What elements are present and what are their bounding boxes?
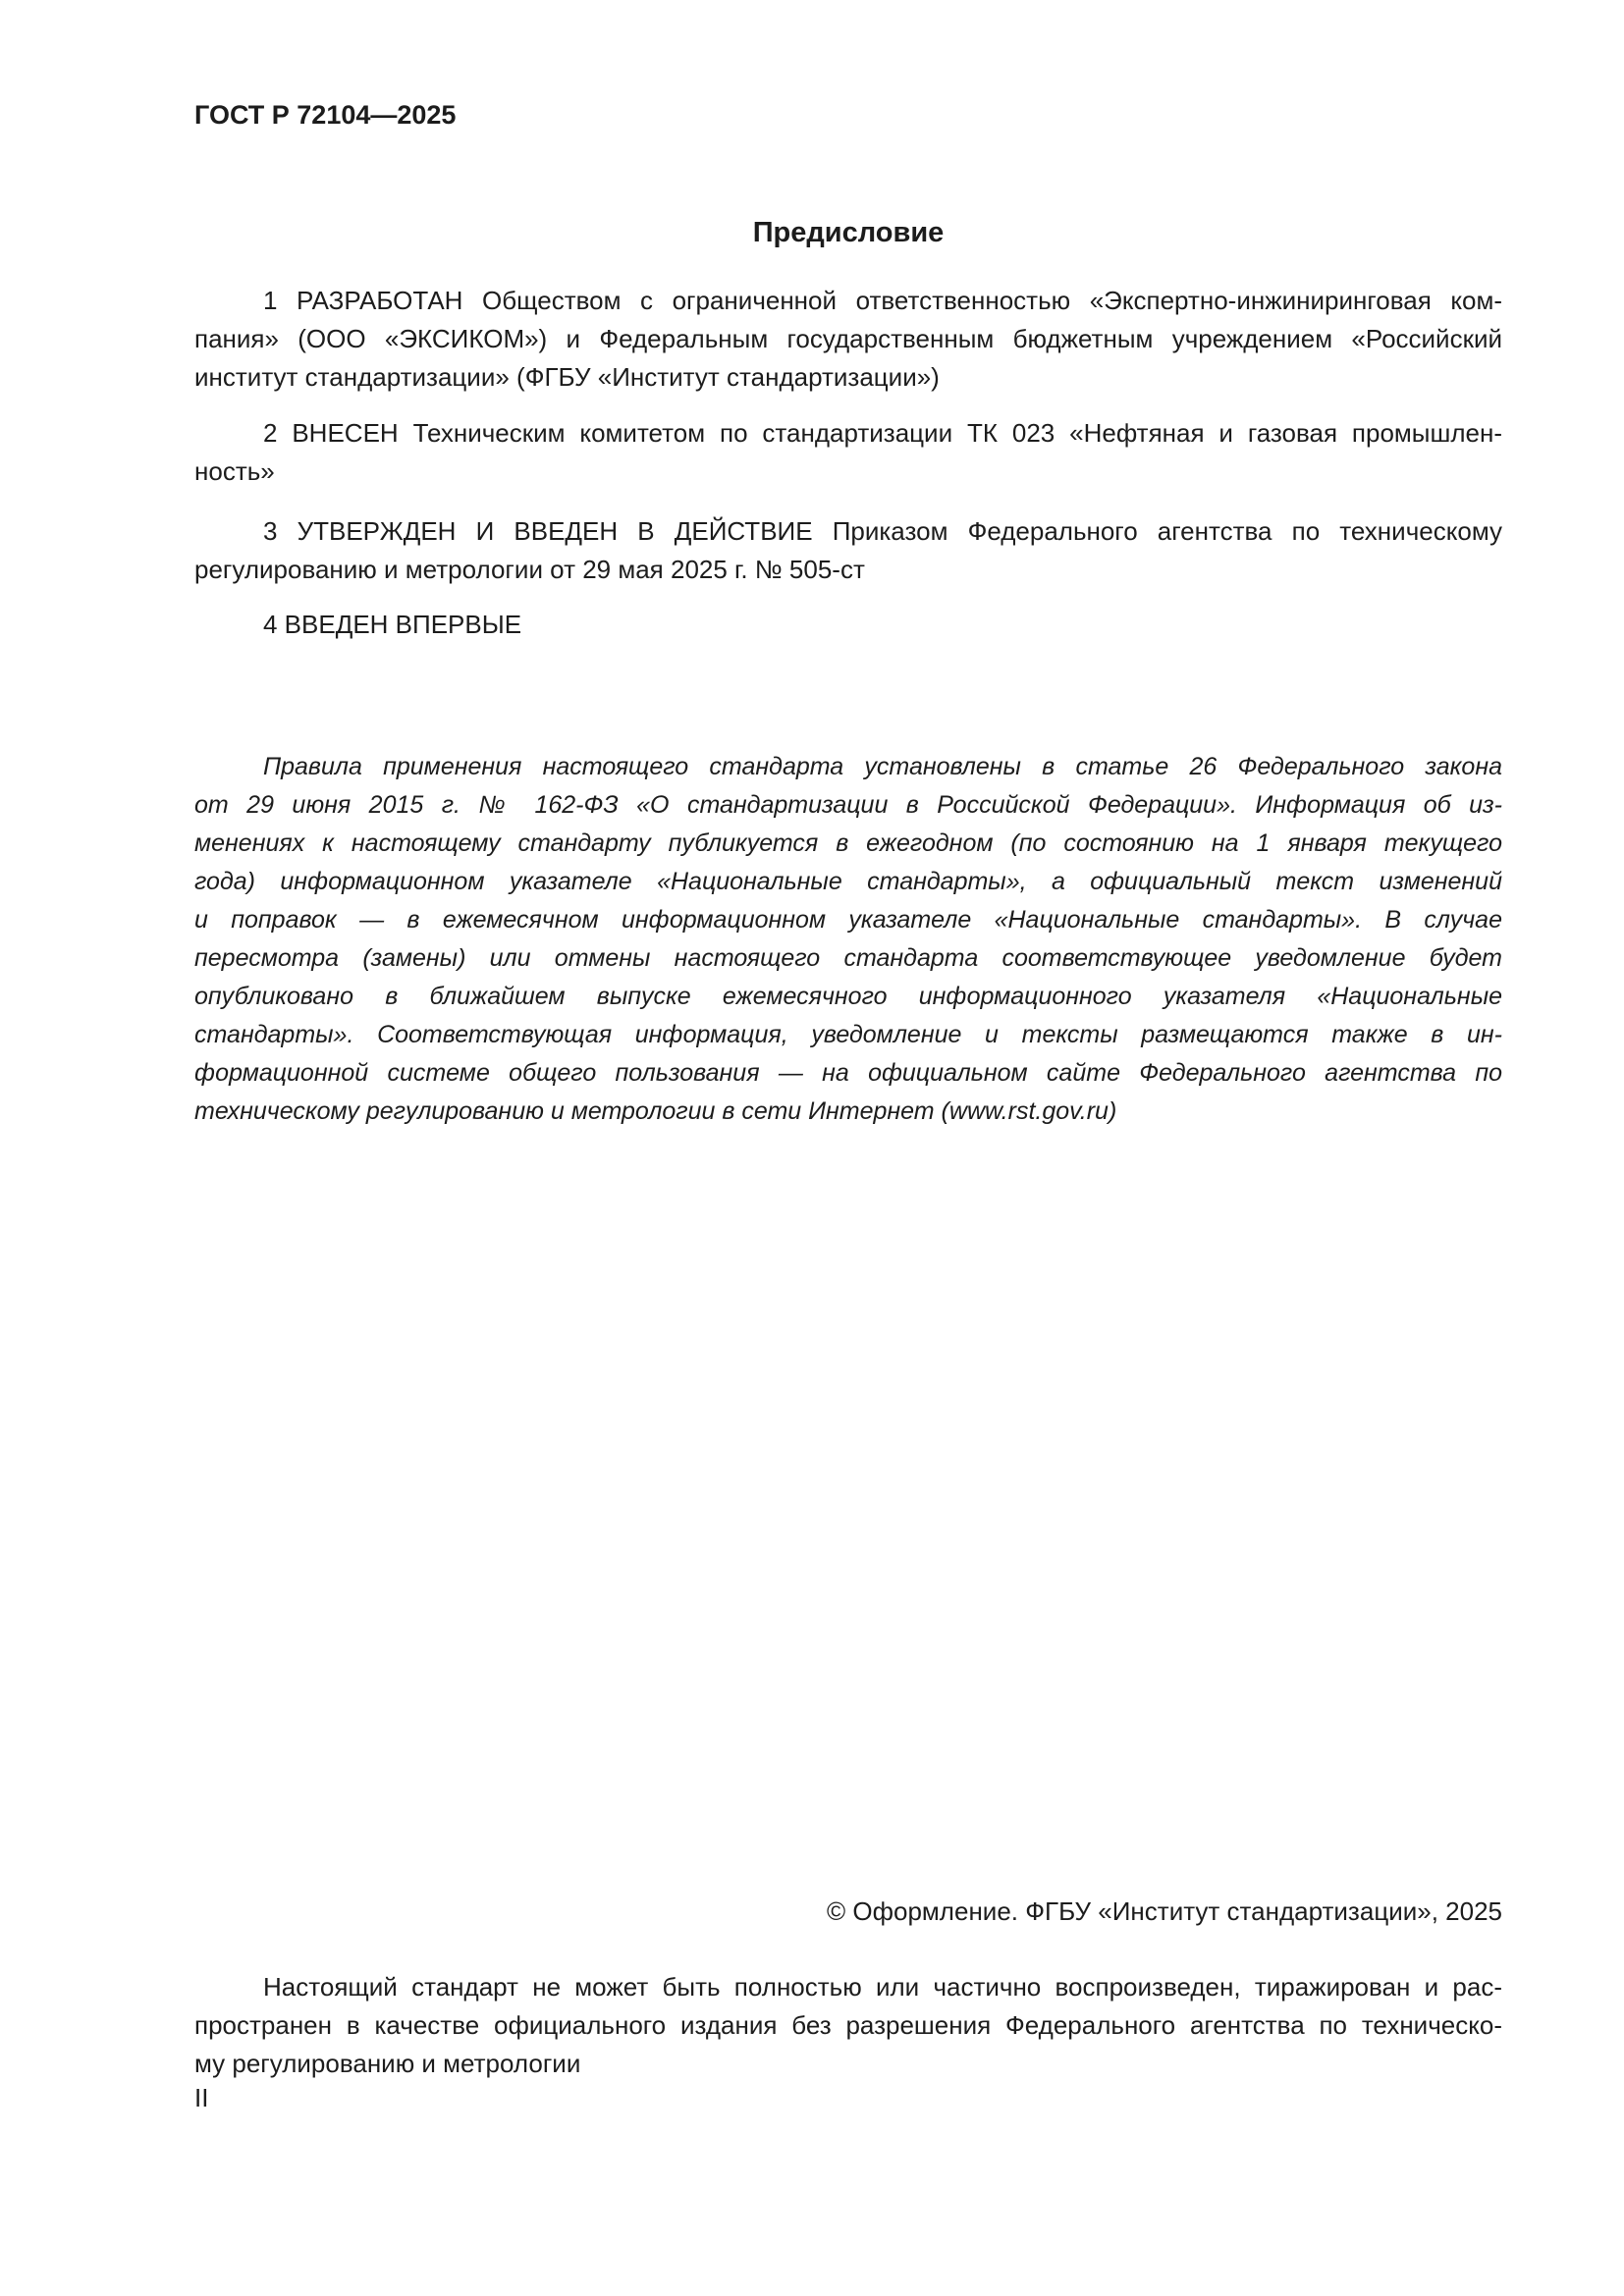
- text-line: 2 ВНЕСЕН Техническим комитетом по стандартизации ТК 023 «Нефтяная и газовая промышлен-: [263, 418, 1502, 448]
- text-line: пания» (ООО «ЭКСИКОМ») и Федеральным государственным бюджетным учреждением «Российский: [194, 324, 1502, 353]
- text-line: 1 РАЗРАБОТАН Обществом с ограниченной ответственностью «Экспертно-инжиниринговая ком-: [263, 286, 1502, 315]
- text-line: му регулированию и метрологии: [194, 2049, 581, 2078]
- text-line: 4 ВВЕДЕН ВПЕРВЫЕ: [263, 610, 522, 639]
- text-line: опубликовано в ближайшем выпуске ежемесячного информационного указателя «Национальные: [194, 983, 1502, 1010]
- text-line: года) информационном указателе «Национальные стандарты», а официальный текст изменений: [194, 868, 1502, 895]
- text-line: формационной системе общего пользования — на официальном сайте Федерального агентства по: [194, 1059, 1502, 1087]
- text-line: пространен в качестве официального издания без разрешения Федерального агентства по техническо-: [194, 2010, 1502, 2040]
- text-line: Правила применения настоящего стандарта установлены в статье 26 Федерального закона: [263, 753, 1502, 780]
- text-line: менениях к настоящему стандарту публикуется в ежегодном (по состоянию на 1 января текущего: [194, 829, 1502, 857]
- text-line: стандарты». Соответствующая информация, уведомление и тексты размещаются также в ин-: [194, 1021, 1502, 1048]
- application-rules-note: [194, 748, 1502, 1131]
- document-code: ГОСТ Р 72104—2025: [194, 100, 457, 130]
- text-line: ность»: [194, 456, 275, 486]
- text-line: от 29 июня 2015 г. № 162-ФЗ «О стандартизации в Российской Федерации». Информация об из-: [194, 791, 1502, 819]
- page-title: Предисловие: [752, 217, 945, 248]
- text-line: 3 УТВЕРЖДЕН И ВВЕДЕН В ДЕЙСТВИЕ Приказом Федерального агентства по техническому: [263, 516, 1502, 546]
- page-number: II: [194, 2083, 209, 2112]
- foreword-item-first-edition: [194, 606, 1502, 644]
- text-line: институт стандартизации» (ФГБУ «Институт стандартизации»): [194, 362, 940, 392]
- foreword-item-submitted: [194, 414, 1502, 491]
- text-line: Настоящий стандарт не может быть полностью или частично воспроизведен, тиражирован и рас-: [263, 1972, 1502, 2002]
- foreword-item-developed: [194, 282, 1502, 397]
- text-line: регулированию и метрологии от 29 мая 2025 г. № 505-ст: [194, 555, 865, 584]
- text-line: техническому регулированию и метрологии в сети Интернет (www.rst.gov.ru): [194, 1097, 1117, 1125]
- foreword-item-approved: [194, 512, 1502, 589]
- text-line: пересмотра (замены) или отмены настоящего стандарта соответствующее уведомление будет: [194, 944, 1502, 972]
- text-line: и поправок — в ежемесячном информационном указателе «Национальные стандарты». В случае: [194, 906, 1502, 934]
- reproduction-notice: [194, 1968, 1502, 2083]
- copyright-line: © Оформление. ФГБУ «Институт стандартизации», 2025: [827, 1896, 1502, 1926]
